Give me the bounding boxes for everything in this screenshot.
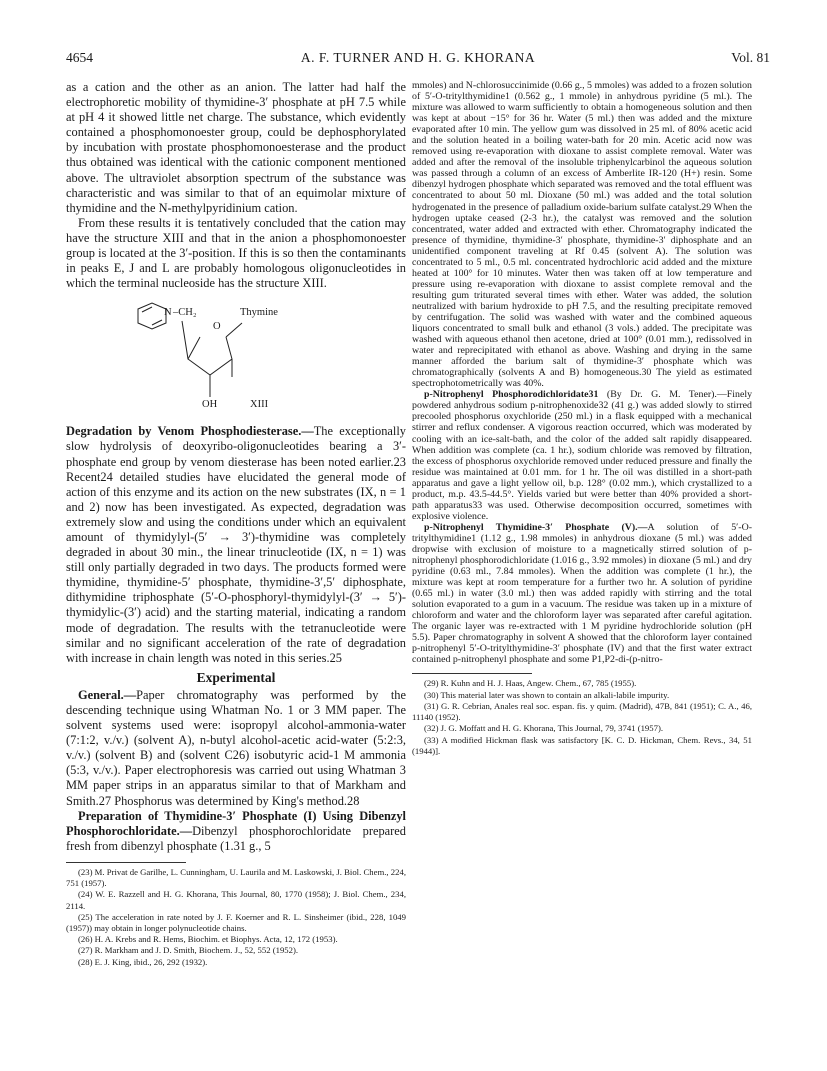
furanose-ring (188, 337, 232, 375)
paragraph-pnp-thymidine (412, 522, 752, 666)
experimental-heading: Experimental (196, 669, 276, 685)
pyridinium-ring (138, 303, 166, 329)
ring-double-bond (142, 307, 152, 312)
footnote: (28) E. J. King, ibid., 26, 292 (1932). (78, 956, 208, 967)
running-header (66, 50, 770, 66)
pnp-heading: p-Nitrophenyl Phosphorodichloridate31 (424, 389, 599, 401)
thymine-label: Thymine (240, 307, 278, 319)
pnpt-heading: p-Nitrophenyl Thymidine-3′ Phosphate (V).— (424, 521, 648, 533)
volume-label: Vol. 81 (731, 50, 770, 65)
general-heading: General.— (78, 687, 137, 702)
degradation-heading: Degradation by Venom Phosphodiesterase.— (66, 424, 314, 439)
paragraph-thymidine-prep: mmoles) and N-chlorosuccinimide (0.66 g., 5 mmoles) was added to a frozen solution of 5′-O-tritylthymidine1 (0.562 g., 1 mmole) in anhydrous pyridine (5 ml.). The mixture was allowed to warm sufficiently to obtain a homogeneous solution and then was kept at about −15° for 36 hr. Water (5 ml.) then was added and the mixture evaporated after 10 min. The yellow gum was dissolved in 25 ml. of 80% acetic acid and the solution heated in a boiling water-bath for 20 min. Acetic acid now was removed using re-evaporation with dioxane to assist complete removal. Water was added and after the removal of the insoluble triphenylcarbinol the aqueous solution was passed through a column of an excess of Amberlite IR-120 (H+) resin. Some dibenzyl hydrogen phosphate which separated was removed and the total effluent was concentrated to about 50 ml. Dioxane (50 ml.) was added and the total solution hydrogenated in the presence of palladium oxide-barium sulfate catalyst.29 When the hydrogen uptake ceased (2-3 hr.), the catalyst was removed and the solution concentrated, water added and extracted with ether. Chromatography indicated the presence of thymidine, thymidine-3′ phosphate, thymidine-3′ diphosphate and an unidentified component traveling at Rf 0.45 (solvent A). The solution was concentrated to 5 ml., 0.5 ml. concentrated hydrochloric acid added and the mixture heated at 100° for 10 minutes. Water then was taken off at low temperature and pressure using re-evaporation with dioxane to assist complete removal and the resulting gum triturated several times with ether. Water was added, the solution neutralized with barium hydroxide to pH 7.5, and the resulting precipitate removed by centrifugation. The solid was washed with water and the combined aqueous liquors concentrated to small bulk and ethanol (3 vols.) added. The precipitate was washed with aqueous ethanol then acetone, dried at 100° (0.01 mm.), redissolved in water and reprecipitated with ethanol as above. Washing and drying in the same manner afforded the barium salt of thymidine-3′ phosphate which was chromatographically (solvents A and B) homogeneous.30 The yield as estimated spectrophotometrically was 40%. (412, 80, 752, 390)
paragraph-conclusion: From these results it is tentatively concluded that the cation may have the structure XIII and that in the anion a phosphomonoester group is located at the 3′-position. If this is so then the contaminants in peaks E, J and L are probably homologous oligonucleotides in which the terminal nucleoside has the structure XIII. (66, 215, 406, 291)
thymine-bond (226, 323, 242, 337)
paragraph-general (66, 688, 406, 809)
footnote: (31) G. R. Cebrian, Anales real soc. espan. fis. y quim. (Madrid), 47B, 841 (1951); C. A., 46, 11140 (1952). (412, 700, 752, 723)
oxygen-label: O (213, 321, 221, 333)
paragraph-preparation (66, 809, 406, 854)
footnotes-left (66, 867, 406, 968)
paragraph-degradation (66, 424, 406, 666)
nitrogen-label: N (164, 307, 172, 319)
footnote: (26) H. A. Krebs and R. Hems, Biochim. et Biophys. Acta, 12, 172 (1953). (78, 934, 338, 945)
footnote: (25) The acceleration in rate noted by J. F. Koerner and R. L. Sinsheimer (ibid., 228, 1049 (1957)) may obtain in longer polynucleotide chains. (66, 911, 406, 933)
footnote: (24) W. E. Razzell and H. G. Khorana, This Journal, 80, 1770 (1958); J. Biol. Chem., 234, 2114. (66, 889, 406, 911)
footnote-rule (66, 862, 186, 863)
footnote: (23) M. Privat de Garilhe, L. Cunningham, U. Laurila and M. Laskowski, J. Biol. Chem., 224, 751 (1957). (66, 866, 406, 889)
pnpt-text: A solution of 5′-O-tritylthymidine1 (1.12 g., 1.98 mmoles) in anhydrous dioxane (5 ml.) was added dropwise with exclusion of moisture to a magnetically stirred solution of p-nitrophenyl phosphorodichloridate (1.016 g., 3.92 mmoles) in dioxane (5 ml.) and dry pyridine (0.63 ml., 7.84 mmoles). When the addition was complete (1 hr.), the mixture was kept at room temperature for a further two hr. A solution of pyridine (0.65 ml.) in water (3.0 ml.) then was added rapidly with stirring and the total solution evaporated to a gum in a vacuum. The residue was taken up in a mixture of chloroform and water and the chloroform layer was separated after careful agitation. The organic layer was re-extracted with 1 M pyridine hydrochloride solution (pH 5.5). Paper chromatography in solvent A showed that the chloroform layer contained p-nitrophenyl 5′-O-tritylthymidine-3′ phosphate (IV) and that the first water extract contained p-nitrophenyl phosphate and some P1,P2-di-(p-nitro- (412, 521, 752, 666)
paragraph-pnp-dichloridate (412, 389, 752, 522)
running-title: A. F. TURNER AND H. G. KHORANA (300, 50, 536, 65)
ring-double-bond (152, 320, 162, 325)
footnote: (27) R. Markham and J. D. Smith, Biochem. J., 52, 552 (1952). (78, 945, 299, 956)
structure-xiii-drawing (130, 301, 330, 419)
footnote: (30) This material later was shown to contain an alkali-labile impurity. (424, 689, 670, 700)
paragraph-cation: as a cation and the other as an anion. The latter had half the electrophoretic mobility of thymidine-3′ phosphate at pH 7.5 while at pH 4 it showed little net charge. The substance, which evidently contained a phosphomonoester group, could be dephosphorylated by incubation with prostate phosphomonoesterase and the product thus obtained was identical with the cationic component mentioned above. The ultraviolet absorption spectrum of the substance was characteristic and was similar to that of an equimolar mixture of thymidine and the N-methylpyridinium cation. (66, 80, 406, 215)
footnote: (33) A modified Hickman flask was satisfactory [K. C. D. Hickman, Chem. Revs., 34, 51 (1944)]. (412, 734, 752, 756)
right-column (412, 80, 752, 757)
general-text: Paper chromatography was performed by the descending technique using Whatman No. 1 or 3 MM paper. The solvent systems used were: isopropyl alcohol-ammonia-water (7:1:2, v./v.) (solvent A), n-butyl alcohol-acetic acid-water (5:2:3, v./v.) (solvent B) and (solvent C26) isobutyric acid-1 M ammonia (5:3, v./v.). Paper electrophoresis was carried out using Whatman 3 MM paper strips in an apparatus similar to that of Markham and Smith.27 Phosphorus was determined by King's method.28 (66, 687, 406, 808)
pnp-text: (By Dr. G. M. Tener).—Finely powdered anhydrous sodium p-nitrophenoxide32 (41 g.) was added slowly to stirred precooled phosphorus oxychloride (250 ml.) in a flask equipped with a mechanical stirrer and reflux condenser. A vigorous reaction occurred, which was moderated by cooling with an ice-salt-bath, and the color of the added salt rapidly disappeared. When addition was complete (ca. 1 hr.), sodium chloride was removed by filtration, the excess of phosphorus oxychloride removed under reduced pressure and finally the residue was maintained at 0.01 mm. for 1 hr. The oil was distilled in a short-path apparatus and gave a light yellow oil, b.p. 128° (0.02 mm.), which crystallized to a product, m.p. 43.5-44.5°. Yields varied but were better than 40% provided a short-path apparatus33 was used. Otherwise decomposition occurred, sometimes with explosive violence. (412, 389, 753, 522)
ch2-bond (182, 321, 188, 359)
compound-number-label: XIII (250, 399, 269, 411)
hydroxyl-label: OH (202, 399, 218, 411)
structure-xiii-figure (66, 295, 406, 418)
footnote: (32) J. G. Moffatt and H. G. Khorana, This Journal, 79, 3741 (1957). (424, 723, 664, 734)
degradation-text: The exceptionally slow hydrolysis of deoxyribo-oligonucleotides bearing a 3′-phosphate end group by venom diesterase has been noted earlier.23 Recent24 detailed studies have elucidated the general mode of action of this enzyme and its action on the new substrates (IX, n = 1 and 2) now has been investigated. As expected, degradation was extremely slow and using the conditions under which an equivalent amount of thymidylyl-(5′ → 3′)-thymidine was completely degraded in about 30 min., the linear trinucleotide (IX, n = 1) was still only partially degraded in two days. The products formed were thymidine, thymidine-5′ phosphate, thymidine-3′,5′ diphosphate, dithymidine triphosphate (5′-O-phosphoryl-thymidylyl-(3′ → 5′)-thymidylic-(3′) acid) and the starting material, indicating a random mode of degradation. The results with the tetranucleotide were similar and no significant acceleration of the rate of degradation with increase in chain length was noted in this series.25 (66, 424, 406, 665)
preparation-text: Dibenzyl phosphorochloridate prepared fresh from dibenzyl phosphate (1.31 g., 5 (66, 823, 406, 853)
footnote: (29) R. Kuhn and H. J. Haas, Angew. Chem., 67, 785 (1955). (424, 678, 637, 689)
left-column (66, 80, 406, 968)
preparation-heading: Preparation of Thymidine-3′ Phosphate (I) Using Dibenzyl Phosphorochloridate.— (66, 808, 406, 838)
page-number: 4654 (66, 50, 93, 65)
footnote-rule (412, 673, 532, 674)
footnotes-right (412, 678, 752, 756)
ch2-label: –CH₂ (173, 307, 197, 319)
